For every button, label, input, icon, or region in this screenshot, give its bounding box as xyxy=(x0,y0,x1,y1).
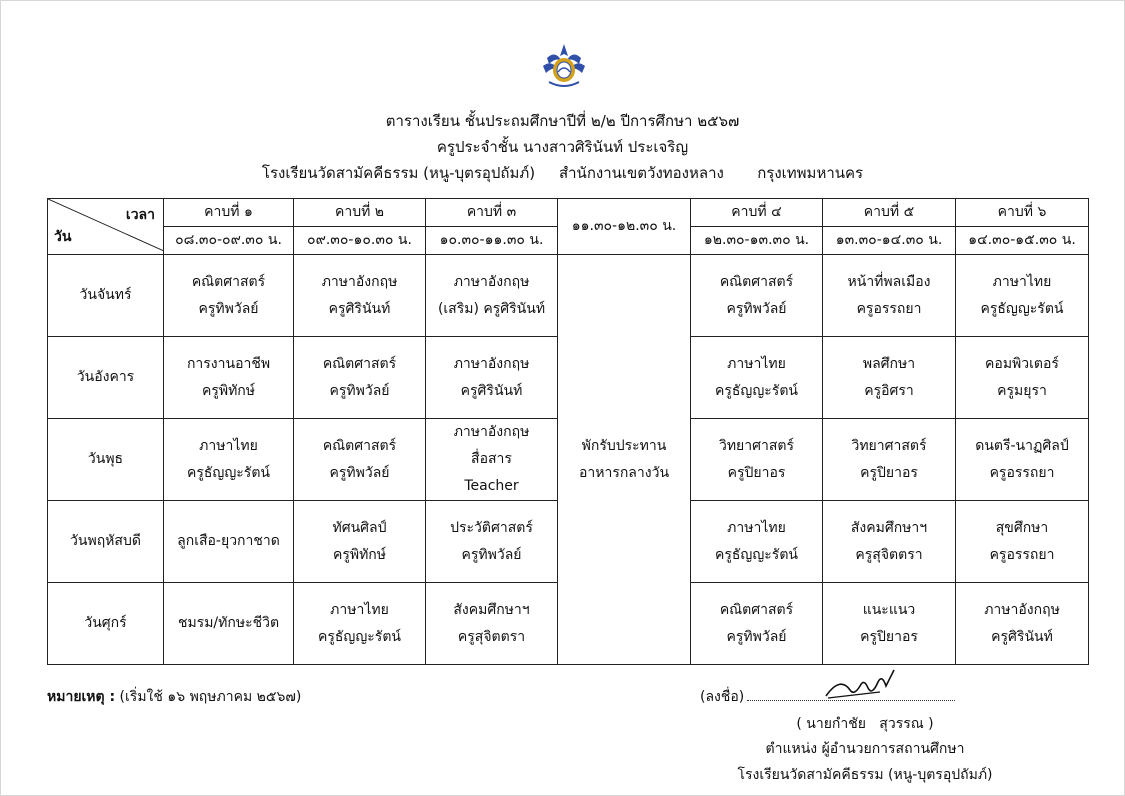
teacher-name: ครูอรรถยา xyxy=(856,300,922,317)
subject-name: ชมรม/ทักษะชีวิต xyxy=(177,615,280,631)
day-cell: วันศุกร์ xyxy=(48,583,164,665)
teacher-name: ครูธัญญะรัตน์ xyxy=(715,382,798,399)
note xyxy=(47,686,301,708)
subject-name: ประวัติศาสตร์ xyxy=(450,519,533,536)
subject-name: แนะแนว xyxy=(862,601,916,618)
subject-cell xyxy=(294,255,426,337)
subject-cell xyxy=(823,255,956,337)
subject-name: ภาษาอังกฤษ xyxy=(453,355,530,372)
teacher-name: ครูธัญญะรัตน์ xyxy=(187,464,270,481)
day-cell: วันพฤหัสบดี xyxy=(48,501,164,583)
document-title: ตารางเรียน ชั้นประถมศึกษาปีที่ ๒/๒ ปีการศึกษา ๒๕๖๗ xyxy=(385,112,740,130)
subject-cell xyxy=(294,419,426,501)
teacher-name: ครูทิพวัลย์ xyxy=(726,628,787,645)
teacher-name: ครูอรรถยา xyxy=(989,464,1055,481)
subject-name: ภาษาไทย xyxy=(727,355,786,372)
day-cell: วันจันทร์ xyxy=(48,255,164,337)
teacher-name: ครูปิยาอร xyxy=(727,464,786,481)
subject-name: ภาษาอังกฤษ xyxy=(453,424,530,440)
lunch-text: พักรับประทาน xyxy=(581,437,667,454)
lunch-text: อาหารกลางวัน xyxy=(578,464,670,481)
teacher-name: ครูสุจิตตรา xyxy=(855,546,923,563)
signer-school: โรงเรียนวัดสามัคคีธรรม (หนู-บุตรอุปถัมภ์) xyxy=(737,767,993,783)
subject-name: วิทยาศาสตร์ xyxy=(851,437,927,454)
note-label: หมายเหตุ : xyxy=(47,689,116,705)
subject-cell xyxy=(294,337,426,419)
subject-name: ภาษาไทย xyxy=(330,601,389,618)
subject-name: ภาษาไทย xyxy=(727,519,786,536)
subject-name: สังคมศึกษาฯ xyxy=(850,519,928,536)
subject-name: สังคมศึกษาฯ xyxy=(453,601,530,618)
teacher-name: ครูธัญญะรัตน์ xyxy=(318,628,401,645)
subject-name: ภาษาไทย xyxy=(992,273,1052,290)
teacher-name: ครูธัญญะรัตน์ xyxy=(715,546,798,563)
subject-cell xyxy=(426,583,558,665)
subject-cell xyxy=(426,255,558,337)
subject-name: หน้าที่พลเมือง xyxy=(847,273,931,290)
handwritten-signature xyxy=(820,666,910,702)
subject-name: ดนตรี-นาฏศิลป์ xyxy=(975,437,1069,454)
subject-cell xyxy=(426,337,558,419)
teacher-name: ครูปิยาอร xyxy=(860,628,918,645)
subject-name: ลูกเสือ-ยุวกาชาด xyxy=(177,533,280,549)
teacher-name: ครูอรรถยา xyxy=(989,546,1055,563)
teacher-name: ครูทิพวัลย์ xyxy=(329,464,390,481)
subject-cell xyxy=(823,419,956,501)
school-info: โรงเรียนวัดสามัคคีธรรม (หนู-บุตรอุปถัมภ์) สำนักงานเขตวังทองหลาง กรุงเทพมหานคร xyxy=(261,164,864,182)
subject-name: พลศึกษา xyxy=(862,355,916,372)
teacher-name: ครูพิทักษ์ xyxy=(201,382,256,399)
teacher-name: ครูมยุรา xyxy=(997,382,1047,399)
lunch-break-cell xyxy=(558,255,691,665)
subject-name: ภาษาอังกฤษ xyxy=(453,273,530,290)
teacher-name: Teacher xyxy=(464,478,519,494)
teacher-name: ครูอิศรา xyxy=(864,382,914,399)
subject-cell xyxy=(164,419,294,501)
subject-cell xyxy=(691,583,823,665)
subject-cell xyxy=(823,583,956,665)
subject-cell xyxy=(426,501,558,583)
subject-name: คณิตศาสตร์ xyxy=(322,437,397,454)
period-name: คาบที่ ๓ xyxy=(426,199,558,227)
period-time: ๐๘.๓๐-๐๙.๓๐ น. xyxy=(164,227,294,255)
subject-cell xyxy=(294,501,426,583)
subject-cell xyxy=(426,419,558,501)
teacher-name: ครูทิพวัลย์ xyxy=(329,382,390,399)
teacher-name: ครูสุจิตตรา xyxy=(457,628,526,645)
teacher-name: ครูศิรินันท์ xyxy=(991,628,1053,645)
note-text: (เริ่มใช้ ๑๖ พฤษภาคม ๒๕๖๗) xyxy=(115,689,302,705)
subject-name: คณิตศาสตร์ xyxy=(719,273,794,290)
period-time: ๑๔.๓๐-๑๕.๓๐ น. xyxy=(956,227,1089,255)
period-time: ๐๙.๓๐-๑๐.๓๐ น. xyxy=(294,227,426,255)
period-name: คาบที่ ๒ xyxy=(294,199,426,227)
subject-cell xyxy=(691,337,823,419)
subject-cell xyxy=(294,583,426,665)
subject-cell xyxy=(956,255,1089,337)
signer-name: ( นายกำชัย สุวรรณ ) xyxy=(796,716,934,732)
subject-name: สุขศึกษา xyxy=(995,519,1049,536)
day-cell: วันอังคาร xyxy=(48,337,164,419)
subject-cell xyxy=(164,337,294,419)
teacher-name: ครูปิยาอร xyxy=(860,464,918,481)
sign-label: (ลงชื่อ) xyxy=(700,689,745,705)
day-label: วัน xyxy=(54,229,72,245)
subject-cell xyxy=(691,419,823,501)
subject-name: การงานอาชีพ xyxy=(186,355,271,372)
subject-name: คณิตศาสตร์ xyxy=(322,355,397,372)
homeroom-teacher: ครูประจำชั้น นางสาวศิรินันท์ ประเจริญ xyxy=(436,138,689,156)
subject-name: ภาษาอังกฤษ xyxy=(984,601,1060,618)
teacher-name: ครูทิพวัลย์ xyxy=(461,546,522,563)
subject-cell xyxy=(956,501,1089,583)
teacher-name: สื่อสาร xyxy=(471,451,512,467)
period-name: คาบที่ ๕ xyxy=(823,199,956,227)
timetable-row xyxy=(48,255,1089,337)
period-name: คาบที่ ๖ xyxy=(956,199,1089,227)
teacher-name: ครูทิพวัลย์ xyxy=(726,300,787,317)
teacher-name: ครูทิพวัลย์ xyxy=(198,300,259,317)
period-name: คาบที่ ๑ xyxy=(164,199,294,227)
subject-cell xyxy=(823,337,956,419)
teacher-name: ครูศิรินันท์ xyxy=(460,382,523,399)
teacher-name: ครูธัญญะรัตน์ xyxy=(980,300,1064,317)
timetable xyxy=(47,198,1089,665)
subject-cell xyxy=(164,583,294,665)
lunch-time: ๑๑.๓๐-๑๒.๓๐ น. xyxy=(558,199,691,255)
subject-cell xyxy=(956,583,1089,665)
subject-name: ภาษาอังกฤษ xyxy=(321,273,398,290)
subject-cell xyxy=(956,337,1089,419)
subject-cell xyxy=(691,255,823,337)
subject-name: ทัศนศิลป์ xyxy=(332,519,387,536)
teacher-name: ครูพิทักษ์ xyxy=(332,546,387,563)
day-cell: วันพุธ xyxy=(48,419,164,501)
period-time: ๑๓.๓๐-๑๔.๓๐ น. xyxy=(823,227,956,255)
subject-name: คอมพิวเตอร์ xyxy=(985,355,1059,372)
subject-cell xyxy=(164,501,294,583)
period-name: คาบที่ ๔ xyxy=(691,199,823,227)
subject-name: วิทยาศาสตร์ xyxy=(718,437,795,454)
subject-cell xyxy=(823,501,956,583)
subject-name: ภาษาไทย xyxy=(199,437,258,454)
teacher-name: (เสริม) ครูศิรินันท์ xyxy=(437,300,546,317)
subject-cell xyxy=(691,501,823,583)
time-label: เวลา xyxy=(125,207,155,223)
subject-cell xyxy=(164,255,294,337)
school-emblem-icon xyxy=(537,42,591,92)
subject-name: คณิตศาสตร์ xyxy=(719,601,794,618)
subject-name: คณิตศาสตร์ xyxy=(191,273,266,290)
teacher-name: ครูศิรินันท์ xyxy=(328,300,391,317)
period-time: ๑๐.๓๐-๑๑.๓๐ น. xyxy=(426,227,558,255)
signer-position: ตำแหน่ง ผู้อำนวยการสถานศึกษา xyxy=(765,741,965,757)
subject-cell xyxy=(956,419,1089,501)
period-time: ๑๒.๓๐-๑๓.๓๐ น. xyxy=(691,227,823,255)
header-row-top xyxy=(48,199,1089,227)
corner-cell xyxy=(48,199,164,255)
